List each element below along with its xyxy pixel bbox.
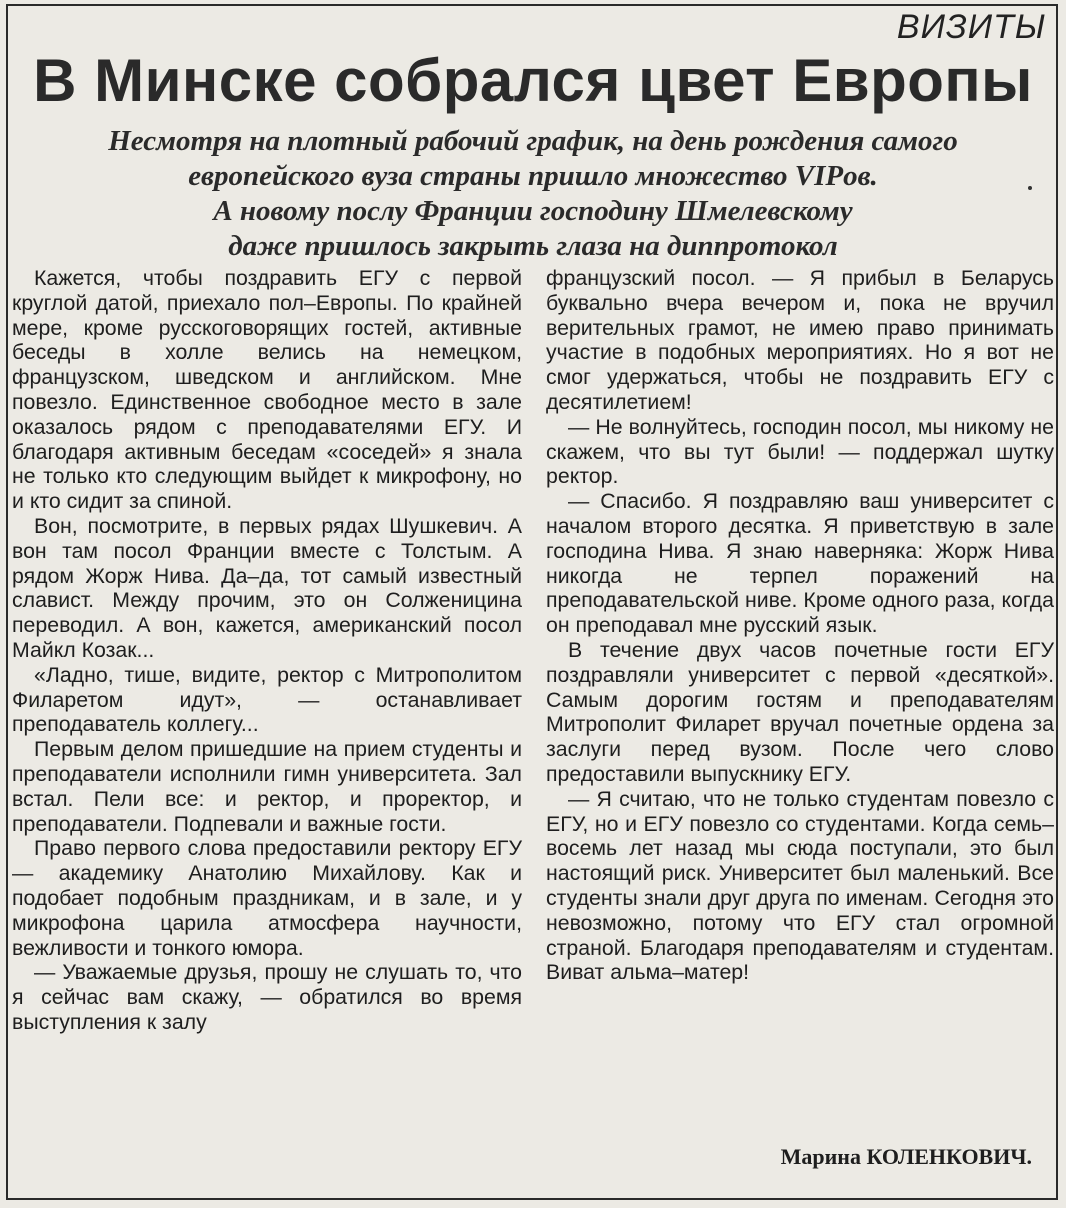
paragraph: Право первого слова предоставили ректору ЕГУ — академику Анатолию Михайлову. Как и подобает подобным праздникам, и в зале, и у микрофона царила атмосфера научности, вежливости и тонкого юмора. bbox=[12, 836, 522, 960]
article-column-right bbox=[546, 266, 1054, 985]
lead-line: А новому послу Франции господину Шмелевскому bbox=[213, 195, 853, 227]
article-lead bbox=[20, 124, 1046, 264]
paragraph: — Я считаю, что не только студентам повезло с ЕГУ, но и ЕГУ повезло со студентами. Когда семь–восемь лет назад мы сюда поступали, это был настоящий риск. Университет был маленький. Все студенты знали друг друга по именам. Сегодня это невозможно, потому что ЕГУ стал огромной страной. Благодаря преподавателям и студентам. Виват альма–матер! bbox=[546, 786, 1054, 985]
section-rubric: ВИЗИТЫ bbox=[896, 8, 1046, 46]
paragraph: — Спасибо. Я поздравляю ваш университет с началом второго десятка. Я приветствую в зале господина Нива. Я знаю наверняка: Жорж Нива никогда не терпел поражений на преподавательской ниве. Кроме одного раза, когда он преподавал мне русский язык. bbox=[546, 489, 1054, 638]
article-headline: В Минске собрался цвет Европы bbox=[33, 47, 1033, 114]
paragraph: — Не волнуйтесь, господин посол, мы никому не скажем, что вы тут были! — поддержал шутку ректор. bbox=[546, 414, 1054, 489]
article-column-left bbox=[12, 266, 522, 1035]
paragraph: французский посол. — Я прибыл в Беларусь буквально вчера вечером и, пока не вручил верительных грамот, не имею право принимать участие в подобных мероприятиях. Но я вот не смог удержаться, чтобы не поздравить ЕГУ с десятилетием! bbox=[546, 266, 1054, 414]
paragraph: — Уважаемые друзья, прошу не слушать то, что я сейчас вам скажу, — обратился во время выступления к залу bbox=[12, 960, 522, 1034]
paragraph: «Ладно, тише, видите, ректор с Митрополитом Филаретом идут», — останавливает преподаватель коллегу... bbox=[12, 662, 522, 737]
paragraph: В течение двух часов почетные гости ЕГУ поздравляли университет с первой «десяткой». Самым дорогим гостям и преподавателям Митрополит Филарет вручал почетные ордена за заслуги перед вузом. После чего слово предоставили выпускнику ЕГУ. bbox=[546, 637, 1054, 786]
print-speck bbox=[1028, 186, 1032, 190]
paragraph: Первым делом пришедшие на прием студенты и преподаватели исполнили гимн университета. Зал встал. Пели все: и ректор, и проректор, и преподаватели. Подпевали и важные гости. bbox=[12, 737, 522, 836]
lead-line: даже пришлось закрыть глаза на диппротокол bbox=[228, 230, 838, 262]
paragraph: Кажется, чтобы поздравить ЕГУ с первой круглой датой, приехало пол–Европы. По крайней мере, кроме русскоговорящих гостей, активные беседы в холле велись на немецком, французском, шведском и английском. Мне повезло. Единственное свободное место в зале оказалось рядом с преподавателями ЕГУ. И благодаря активным беседам «соседей» я знала не только кто следующим выйдет к микрофону, но и кто сидит за спиной. bbox=[12, 266, 522, 514]
lead-line: Несмотря на плотный рабочий график, на день рождения самого bbox=[108, 125, 958, 157]
paragraph: Вон, посмотрите, в первых рядах Шушкевич. А вон там посол Франции вместе с Толстым. А рядом Жорж Нива. Да–да, тот самый известный славист. Между прочим, это он Солженицина переводил. А вон, кажется, американский посол Майкл Козак... bbox=[12, 513, 522, 662]
author-signature: Марина КОЛЕНКОВИЧ. bbox=[780, 1144, 1032, 1169]
lead-line: европейского вуза страны пришло множество VIPов. bbox=[188, 160, 878, 192]
